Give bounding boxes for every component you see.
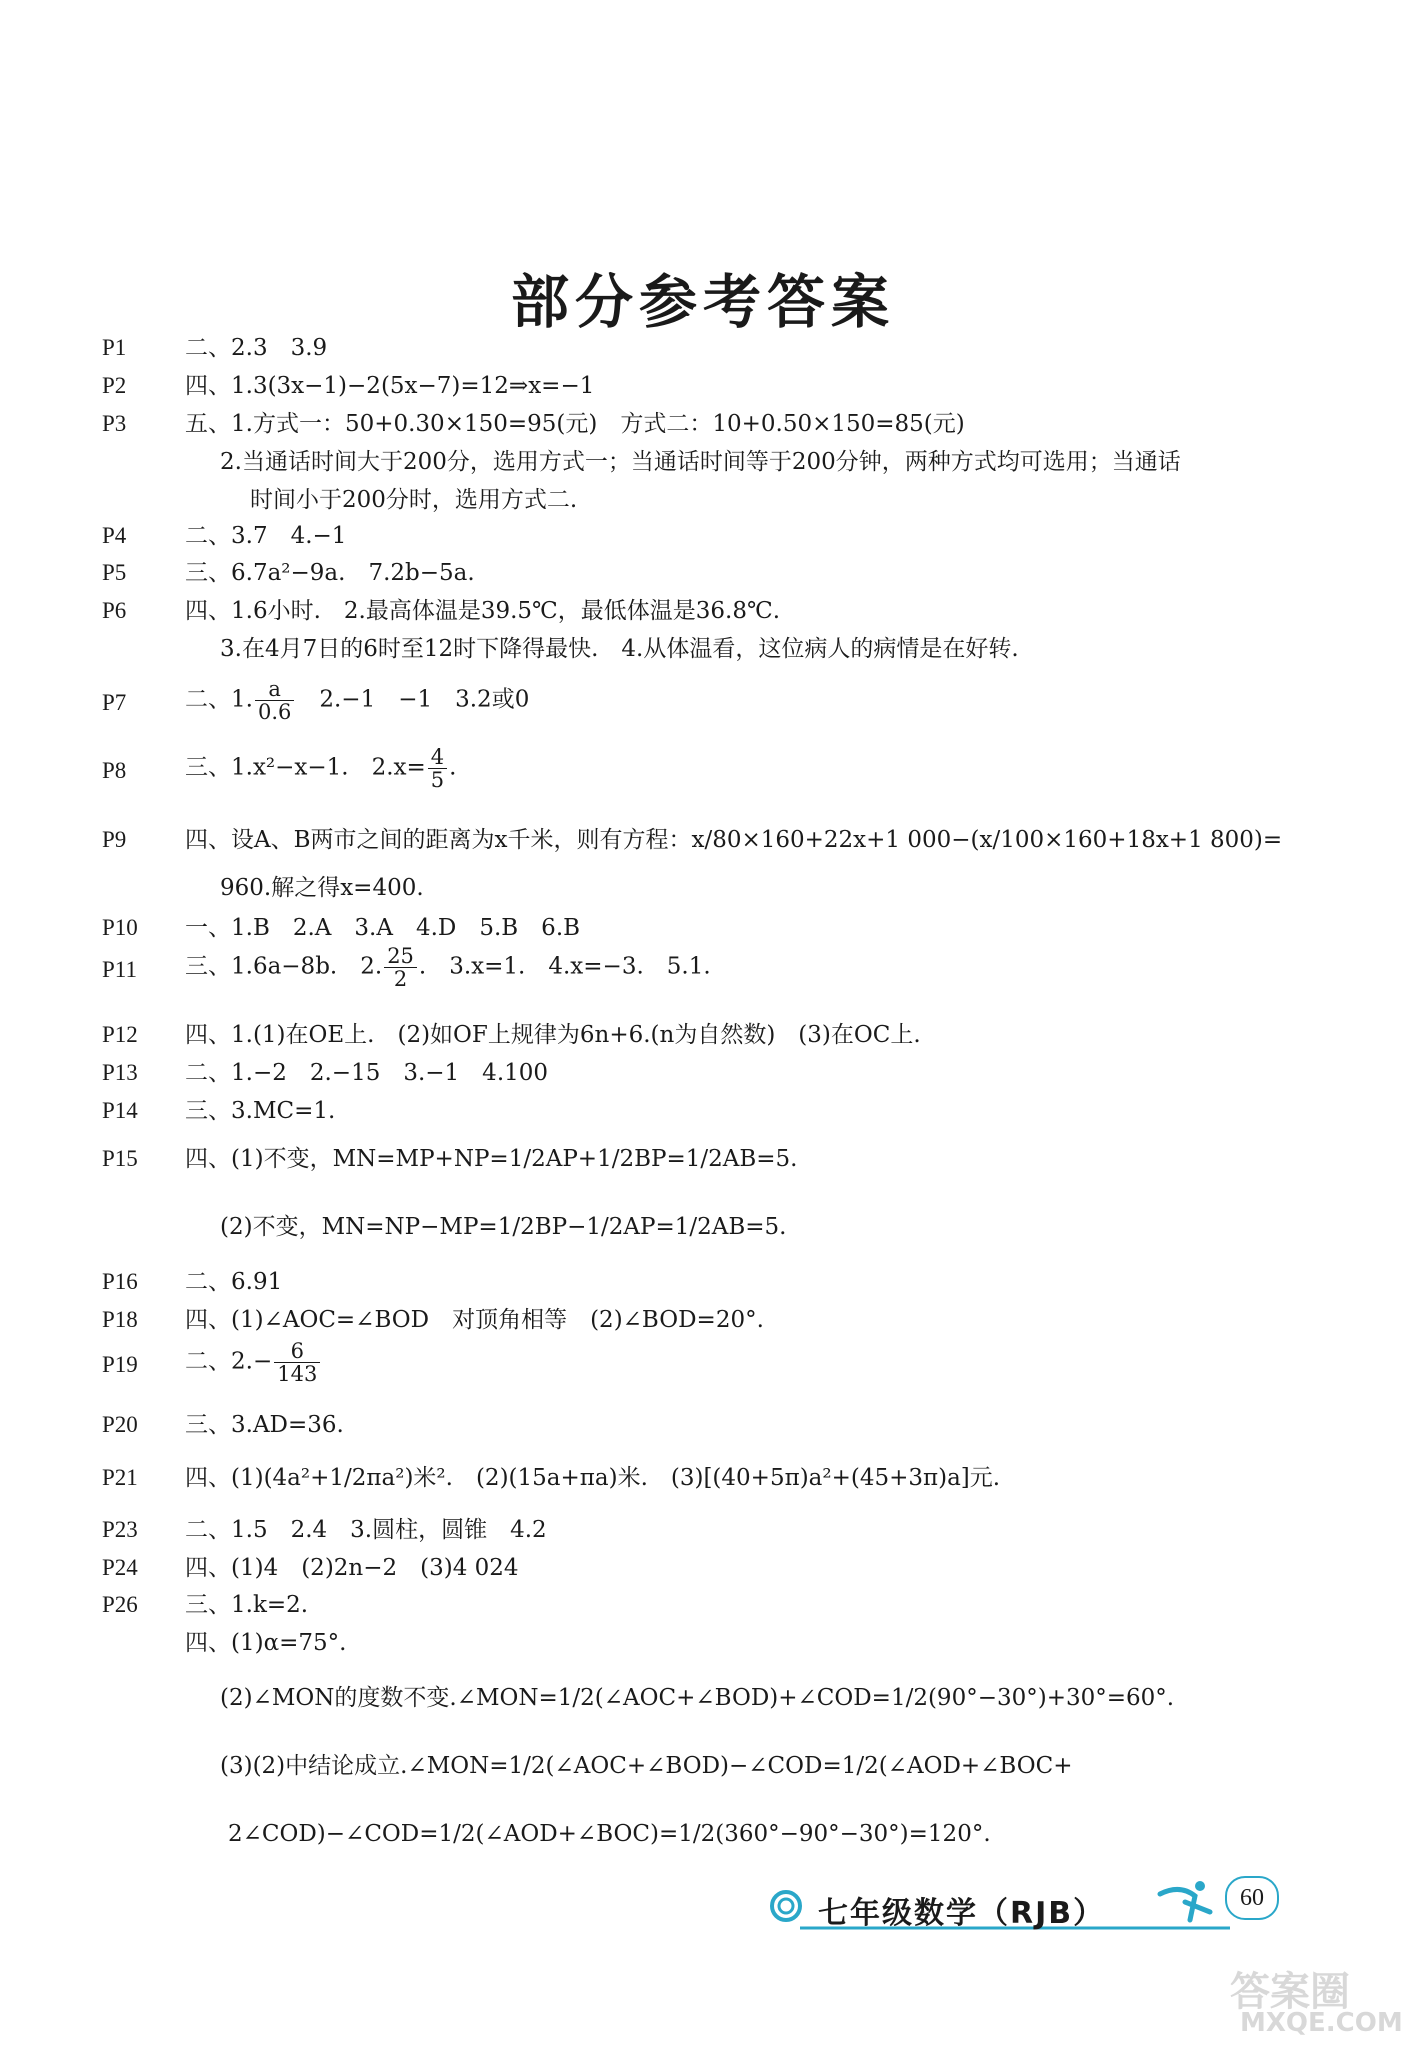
- answer-text: 二、1. $\frac{a}{0.6}$ 2.−1 −1 3.2或0: [185, 677, 530, 724]
- page-label: P10: [102, 915, 138, 940]
- answer-text: 三、6.7a²−9a. 7.2b−5a.: [185, 560, 475, 586]
- answer-row: [0, 1463, 1406, 1507]
- answer-text: 四、(1)∠AOC=∠BOD 对顶角相等 (2)∠BOD=20°.: [185, 1307, 764, 1333]
- answer-text: 三、1.x²−x−1. 2.x= $\frac{4}{5}$ .: [185, 745, 457, 792]
- answer-text: 时间小于200分时，选用方式二.: [250, 487, 578, 513]
- page-label: P9: [102, 827, 127, 852]
- answer-row: [0, 873, 1406, 917]
- answer-row: [0, 1751, 1406, 1795]
- answer-row: [0, 1212, 1406, 1256]
- answer-text: 四、1.6小时. 2.最高体温是39.5℃，最低体温是36.8℃.: [185, 598, 781, 624]
- answer-text: 二、2.− $\frac{6}{143}$: [185, 1340, 322, 1385]
- answer-text: 二、2.3 3.9: [185, 335, 328, 361]
- answer-text: 二、1.−2 2.−15 3.−1 4.100: [185, 1060, 549, 1086]
- answer-text: 三、3.MC=1.: [185, 1098, 336, 1124]
- fraction: $\frac{a}{0.6}$: [255, 678, 294, 723]
- answer-text: 四、(1)(4a²+1/2πa²)米². (2)(15a+πa)米. (3)[(40+5π)a²+(45+3π)a]元.: [185, 1465, 1001, 1491]
- page-label: P5: [102, 560, 127, 585]
- answer-text: (3)(2)中结论成立.∠MON=1/2(∠AOC+∠BOD)−∠COD=1/2(∠AOD+∠BOC+: [220, 1753, 1073, 1779]
- answer-text: 2.当通话时间大于200分，选用方式一；当通话时间等于200分钟，两种方式均可选用；当通话: [220, 449, 1181, 475]
- page-label: P2: [102, 373, 127, 398]
- page-label: P23: [102, 1517, 138, 1542]
- answer-text: 四、(1)α=75°.: [185, 1630, 347, 1656]
- page-title: 部分参考答案: [510, 268, 895, 336]
- page-label: P19: [102, 1352, 138, 1377]
- page-label: P12: [102, 1022, 138, 1047]
- fraction: $\frac{4}{5}$: [428, 746, 447, 791]
- answer-text: 2∠COD)−∠COD=1/2(∠AOD+∠BOC)=1/2(360°−90°−30°)=120°.: [228, 1821, 991, 1847]
- answer-text: 三、1.k=2.: [185, 1592, 309, 1618]
- answer-text: (2)∠MON的度数不变.∠MON=1/2(∠AOC+∠BOD)+∠COD=1/2(90°−30°)+30°=60°.: [220, 1685, 1175, 1711]
- page-label: P1: [102, 335, 127, 360]
- page-number: 60: [1225, 1876, 1279, 1920]
- answer-text: 四、(1)4 (2)2n−2 (3)4 024: [185, 1555, 519, 1581]
- page-label: P26: [102, 1592, 138, 1617]
- answer-row: [0, 944, 1406, 1011]
- page-label: P21: [102, 1465, 138, 1490]
- page-label: P6: [102, 598, 127, 623]
- watermark-logo: 答案圈: [1230, 1969, 1350, 2015]
- page-label: P11: [102, 957, 137, 982]
- answer-row: [0, 1819, 1406, 1863]
- answer-text: 五、1.方式一：50+0.30×150=95(元) 方式二：10+0.50×150=85(元): [185, 411, 965, 437]
- page-label: P7: [102, 690, 127, 715]
- page-label: P4: [102, 523, 127, 548]
- answer-text: 三、1.6a−8b. 2. $\frac{25}{2}$ . 3.x=1. 4.x=−3. 5.1.: [185, 944, 711, 991]
- page-label: P8: [102, 758, 127, 783]
- answer-row: [0, 1096, 1406, 1140]
- answer-row: [0, 1410, 1406, 1454]
- page-label: P20: [102, 1412, 138, 1437]
- answer-text: 二、6.91: [185, 1269, 283, 1295]
- page-label: P13: [102, 1060, 138, 1085]
- watermark-url: MXQE.COM: [1240, 2008, 1403, 2038]
- answer-text: 960.解之得x=400.: [220, 875, 424, 901]
- answer-row: [0, 1339, 1406, 1406]
- answer-text: 四、(1)不变，MN=MP+NP=1/2AP+1/2BP=1/2AB=5.: [185, 1146, 798, 1172]
- answer-row: [0, 745, 1406, 812]
- fraction: $\frac{25}{2}$: [384, 945, 417, 990]
- answer-text: 一、1.B 2.A 3.A 4.D 5.B 6.B: [185, 915, 581, 941]
- page-label: P14: [102, 1098, 138, 1123]
- footer-book-title: 七年级数学（RJB）: [818, 1896, 1106, 1931]
- answer-row: [0, 677, 1406, 744]
- answer-row: [0, 1628, 1406, 1672]
- answer-row: [0, 825, 1406, 869]
- page-label: P3: [102, 411, 127, 436]
- answer-text: 三、3.AD=36.: [185, 1412, 344, 1438]
- answer-row: [0, 634, 1406, 678]
- answer-text: (2)不变，MN=NP−MP=1/2BP−1/2AP=1/2AB=5.: [220, 1214, 787, 1240]
- answer-text: 四、1.(1)在OE上. (2)如OF上规律为6n+6.(n为自然数) (3)在OC上.: [185, 1022, 921, 1048]
- answer-row: [0, 1683, 1406, 1727]
- fraction: $\frac{6}{143}$: [274, 1340, 320, 1385]
- answer-text: 四、1.3(3x−1)−2(5x−7)=12⇒x=−1: [185, 373, 595, 399]
- page-label: P24: [102, 1555, 138, 1580]
- page-label: P15: [102, 1146, 138, 1171]
- answer-text: 二、3.7 4.−1: [185, 523, 347, 549]
- page-label: P18: [102, 1307, 138, 1332]
- answer-text: 四、设A、B两市之间的距离为x千米，则有方程：x/80×160+22x+1 000−(x/100×160+18x+1 800)=: [185, 827, 1283, 853]
- page-label: P16: [102, 1269, 138, 1294]
- answer-text: 二、1.5 2.4 3.圆柱，圆锥 4.2: [185, 1517, 547, 1543]
- answer-row: [0, 1144, 1406, 1188]
- answer-text: 3.在4月7日的6时至12时下降得最快. 4.从体温看，这位病人的病情是在好转.: [220, 636, 1019, 662]
